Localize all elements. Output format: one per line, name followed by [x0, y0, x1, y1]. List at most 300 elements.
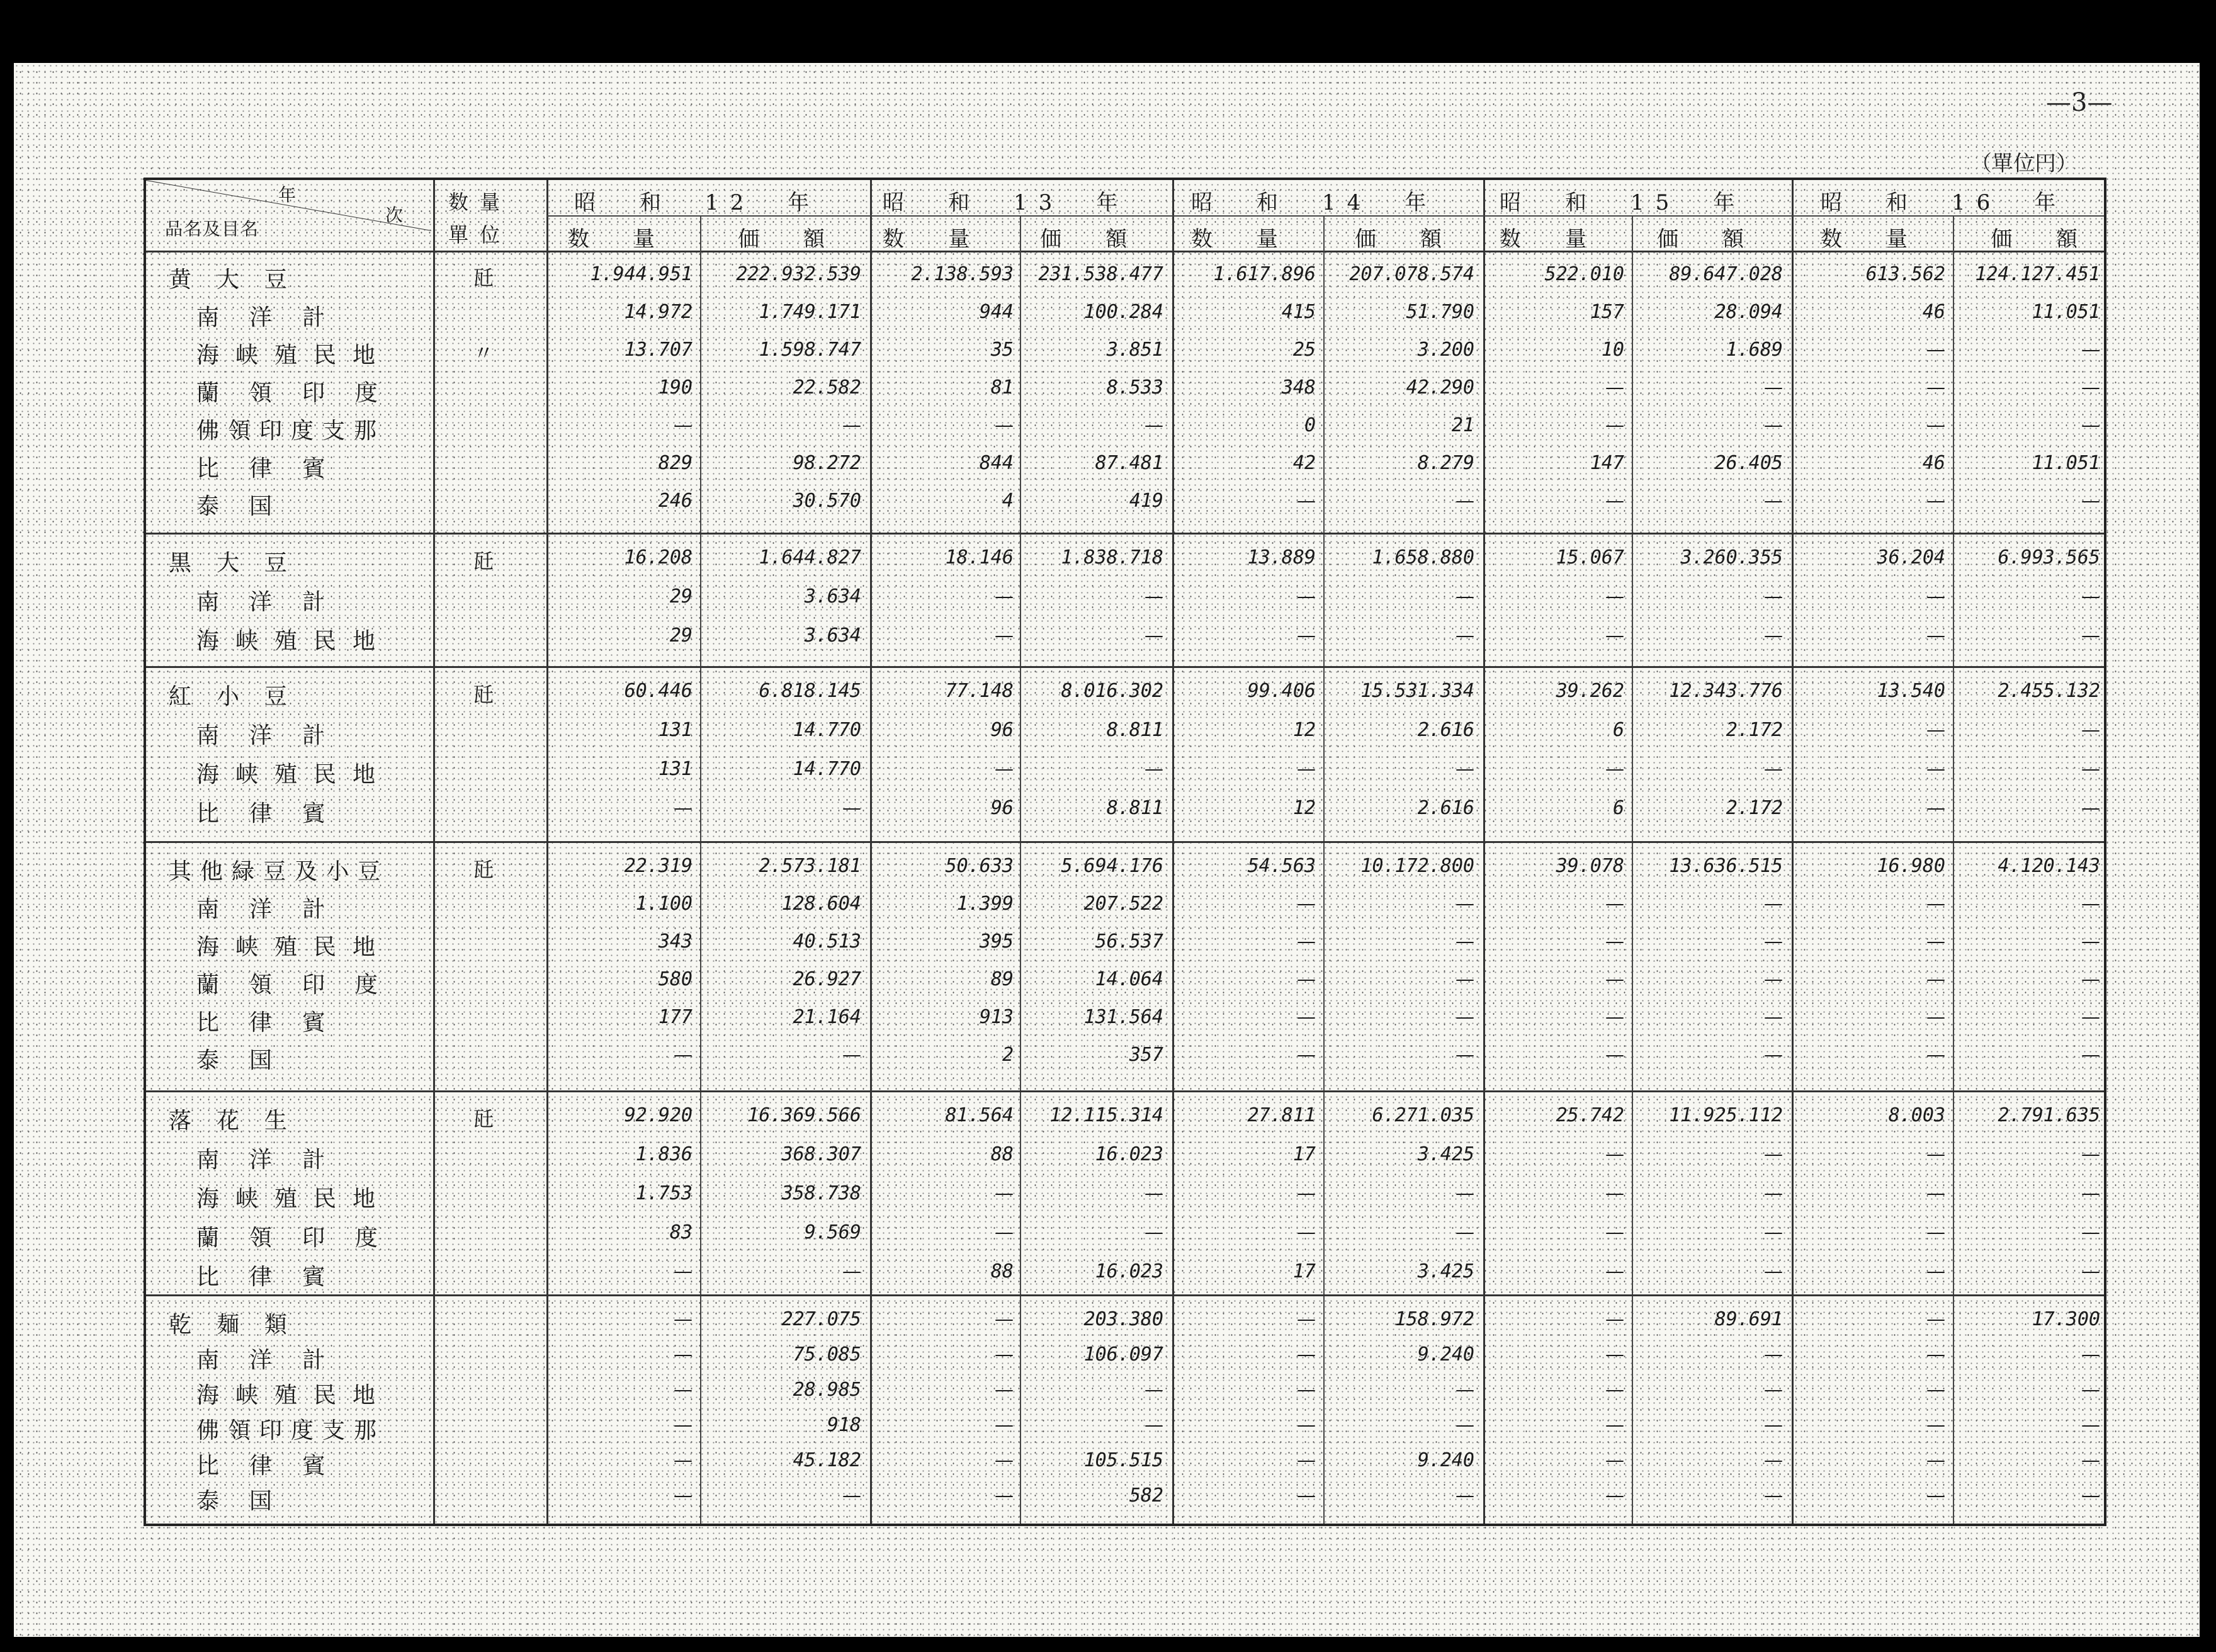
value-cell: — [1764, 758, 1783, 780]
value-cell: — [2081, 625, 2100, 647]
sub-header-val: 価 額 [738, 227, 836, 252]
qty-cell: — [1926, 931, 1945, 953]
sub-header-qty: 数 量 [883, 227, 981, 252]
qty-cell: 29 [669, 625, 692, 647]
qty-cell: 2.138.593 [911, 263, 1014, 285]
value-cell: 9.569 [804, 1221, 861, 1243]
value-cell: — [2081, 1006, 2100, 1028]
value-cell: — [2081, 1344, 2100, 1366]
value-cell: — [1764, 376, 1783, 399]
qty-cell: — [995, 414, 1014, 436]
qty-cell: 343 [658, 931, 692, 953]
col-rule [1792, 180, 1794, 1524]
qty-cell: — [674, 1344, 692, 1366]
qty-cell: — [1926, 719, 1945, 741]
unit-header-top: 数量 [448, 190, 512, 214]
qty-cell: 157 [1590, 301, 1624, 323]
sub-col-rule [1020, 215, 1021, 1524]
commodity-name: 黒大豆 [169, 550, 313, 576]
value-cell: — [2081, 414, 2100, 436]
destination-name: 海峡殖民地 [196, 762, 392, 788]
qty-cell: — [1297, 1044, 1316, 1066]
qty-cell: 83 [669, 1221, 692, 1243]
value-cell: — [1145, 1414, 1163, 1436]
value-cell: 13.636.515 [1669, 855, 1783, 877]
value-cell: — [1764, 893, 1783, 915]
qty-cell: 10 [1601, 339, 1624, 361]
destination-name: 南洋計 [196, 589, 356, 615]
qty-cell: — [1605, 1344, 1624, 1366]
value-cell: 11.051 [2032, 301, 2100, 323]
qty-cell: — [674, 1485, 692, 1507]
qty-cell: — [1297, 1006, 1316, 1028]
destination-name: 海峡殖民地 [196, 934, 392, 960]
value-cell: — [2081, 797, 2100, 819]
qty-cell: — [995, 586, 1014, 608]
qty-cell: 92.920 [624, 1104, 692, 1126]
qty-cell: 46 [1922, 301, 1945, 323]
value-cell: — [2081, 1260, 2100, 1282]
qty-cell: — [1297, 586, 1316, 608]
value-cell: — [1456, 1044, 1474, 1066]
value-cell: 131.564 [1083, 1006, 1163, 1028]
destination-name: 蘭領印度 [196, 380, 409, 406]
sub-header-val: 価 額 [1355, 227, 1453, 252]
qty-cell: — [674, 1308, 692, 1330]
unit-cell: 〃 [473, 341, 495, 365]
value-cell: 16.369.566 [747, 1104, 861, 1126]
qty-cell: — [1926, 1414, 1945, 1436]
qty-cell: — [674, 797, 692, 819]
value-cell: — [2081, 719, 2100, 741]
value-cell: — [1456, 1221, 1474, 1243]
qty-cell: 131 [658, 719, 692, 741]
value-cell: 14.064 [1095, 968, 1163, 990]
sub-header-qty: 数 量 [1500, 227, 1598, 252]
value-cell: 1.644.827 [759, 546, 861, 569]
destination-name: 南洋計 [196, 1347, 356, 1373]
qty-cell: — [1605, 758, 1624, 780]
value-cell: — [2081, 339, 2100, 361]
qty-cell: 1.100 [635, 893, 692, 915]
value-cell: 124.127.451 [1975, 263, 2100, 285]
destination-name: 海峡殖民地 [196, 342, 392, 368]
value-cell: — [1764, 968, 1783, 990]
corner-times-label: 次 [385, 205, 405, 225]
qty-cell: — [1605, 931, 1624, 953]
value-cell: 358.738 [781, 1182, 861, 1204]
destination-name: 比律賓 [196, 1010, 356, 1036]
value-cell: — [2081, 758, 2100, 780]
value-cell: 8.016.302 [1061, 680, 1163, 702]
value-cell: 582 [1129, 1485, 1163, 1507]
qty-cell: — [1297, 968, 1316, 990]
value-cell: — [1456, 490, 1474, 512]
qty-cell: — [995, 1182, 1014, 1204]
qty-cell: 29 [669, 586, 692, 608]
value-cell: — [1764, 625, 1783, 647]
sub-header-qty: 数 量 [1821, 227, 1919, 252]
qty-cell: 42 [1292, 452, 1316, 474]
value-cell: 100.284 [1083, 301, 1163, 323]
destination-name: 南洋計 [196, 305, 356, 331]
value-cell: 5.694.176 [1061, 855, 1163, 877]
value-cell: 3.851 [1106, 339, 1163, 361]
sub-col-rule [1632, 215, 1633, 1524]
value-cell: 3.260.355 [1680, 546, 1783, 569]
value-cell: — [1764, 1260, 1783, 1282]
qty-cell: 1.836 [635, 1143, 692, 1165]
value-cell: 106.097 [1083, 1344, 1163, 1366]
qty-cell: 27.811 [1247, 1104, 1316, 1126]
value-cell: — [1456, 586, 1474, 608]
value-cell: — [1145, 586, 1163, 608]
qty-cell: 6 [1612, 797, 1624, 819]
value-cell: — [1764, 1182, 1783, 1204]
value-cell: — [1764, 1221, 1783, 1243]
qty-cell: — [995, 1414, 1014, 1436]
qty-cell: — [995, 1379, 1014, 1401]
value-cell: — [2081, 1414, 2100, 1436]
value-cell: — [2081, 1143, 2100, 1165]
value-cell: 158.972 [1394, 1308, 1474, 1330]
qty-cell: — [1926, 1308, 1945, 1330]
qty-cell: — [1297, 758, 1316, 780]
commodity-name: 落花生 [169, 1108, 313, 1134]
qty-cell: 17 [1292, 1260, 1316, 1282]
destination-name: 佛領印度支那 [196, 418, 386, 444]
value-cell: 14.770 [793, 719, 861, 741]
qty-cell: — [1605, 1485, 1624, 1507]
qty-cell: — [1297, 1182, 1316, 1204]
value-cell: 1.598.747 [759, 339, 861, 361]
col-rule [870, 180, 872, 1524]
value-cell: 11.051 [2032, 452, 2100, 474]
value-cell: 2.616 [1417, 719, 1474, 741]
qty-cell: — [1926, 1044, 1945, 1066]
destination-name: 南洋計 [196, 897, 356, 922]
value-cell: — [1456, 1182, 1474, 1204]
value-cell: 1.658.880 [1372, 546, 1474, 569]
value-cell: — [1764, 931, 1783, 953]
value-cell: 222.932.539 [736, 263, 861, 285]
qty-cell: 25.742 [1556, 1104, 1624, 1126]
qty-cell: — [1297, 1414, 1316, 1436]
value-cell: — [1764, 1485, 1783, 1507]
qty-cell: 96 [990, 719, 1014, 741]
qty-cell: 177 [658, 1006, 692, 1028]
qty-cell: — [1297, 1379, 1316, 1401]
sub-header-qty: 数 量 [568, 227, 666, 252]
destination-name: 海峡殖民地 [196, 1186, 392, 1212]
qty-cell: 77.148 [945, 680, 1014, 702]
qty-cell: — [1605, 1414, 1624, 1436]
qty-cell: 13.707 [624, 339, 692, 361]
qty-cell: — [995, 1344, 1014, 1366]
qty-cell: — [995, 758, 1014, 780]
destination-name: 比律賓 [196, 1453, 356, 1479]
qty-cell: — [1605, 1449, 1624, 1471]
qty-cell: — [1926, 490, 1945, 512]
value-cell: 15.531.334 [1360, 680, 1474, 702]
value-cell: 98.272 [793, 452, 861, 474]
value-cell: 16.023 [1095, 1143, 1163, 1165]
page-number: —3— [2046, 88, 2113, 117]
destination-name: 比律賓 [196, 801, 356, 827]
unit-note: （單位円） [1970, 151, 2078, 176]
qty-cell: — [995, 1449, 1014, 1471]
value-cell: 3.425 [1417, 1143, 1474, 1165]
qty-cell: — [674, 1414, 692, 1436]
year-header-12: 昭 和 12 年 [574, 190, 821, 215]
value-cell: — [842, 414, 861, 436]
qty-cell: 18.146 [945, 546, 1014, 569]
qty-cell: 16.980 [1877, 855, 1945, 877]
qty-cell: 522.010 [1544, 263, 1624, 285]
qty-cell: — [1926, 1379, 1945, 1401]
sub-header-val: 価 額 [1991, 227, 2089, 252]
qty-cell: — [995, 625, 1014, 647]
value-cell: 2.573.181 [759, 855, 861, 877]
qty-cell: 81 [990, 376, 1014, 399]
qty-cell: 88 [990, 1143, 1014, 1165]
value-cell: 231.538.477 [1038, 263, 1163, 285]
commodity-name: 乾麺類 [169, 1312, 313, 1338]
qty-cell: 1.399 [956, 893, 1014, 915]
qty-cell: 613.562 [1865, 263, 1945, 285]
value-cell: — [1456, 1485, 1474, 1507]
destination-name: 海峡殖民地 [196, 1383, 392, 1408]
qty-cell: — [1297, 1308, 1316, 1330]
sub-header-qty: 数 量 [1191, 227, 1289, 252]
value-cell: 17.300 [2032, 1308, 2100, 1330]
qty-cell: — [1605, 625, 1624, 647]
value-cell: 8.811 [1106, 719, 1163, 741]
value-cell: 40.513 [793, 931, 861, 953]
qty-cell: 16.208 [624, 546, 692, 569]
qty-cell: — [1605, 1221, 1624, 1243]
qty-cell: 131 [658, 758, 692, 780]
value-cell: — [2081, 1221, 2100, 1243]
value-cell: — [842, 1485, 861, 1507]
value-cell: — [2081, 1182, 2100, 1204]
qty-cell: 17 [1292, 1143, 1316, 1165]
destination-name: 蘭領印度 [196, 972, 409, 998]
value-cell: 9.240 [1417, 1344, 1474, 1366]
sub-col-rule [1323, 215, 1325, 1524]
qty-cell: — [1297, 893, 1316, 915]
value-cell: 45.182 [793, 1449, 861, 1471]
qty-cell: 1.944.951 [590, 263, 692, 285]
value-cell: 3.425 [1417, 1260, 1474, 1282]
value-cell: 14.770 [793, 758, 861, 780]
qty-cell: — [1926, 797, 1945, 819]
qty-cell: 913 [979, 1006, 1014, 1028]
qty-cell: 88 [990, 1260, 1014, 1282]
value-cell: — [1764, 1006, 1783, 1028]
qty-cell: — [1605, 490, 1624, 512]
commodity-name: 紅小豆 [169, 684, 313, 710]
value-cell: 6.993.565 [1998, 546, 2100, 569]
qty-cell: — [1926, 758, 1945, 780]
year-header-16: 昭 和 16 年 [1821, 190, 2067, 215]
qty-cell: — [1926, 339, 1945, 361]
value-cell: — [1145, 1221, 1163, 1243]
qty-cell: 36.204 [1877, 546, 1945, 569]
value-cell: — [1456, 758, 1474, 780]
qty-cell: — [1926, 1344, 1945, 1366]
value-cell: — [842, 1260, 861, 1282]
qty-cell: 1.753 [635, 1182, 692, 1204]
sub-header-val: 価 額 [1657, 227, 1755, 252]
value-cell: — [1456, 931, 1474, 953]
qty-cell: — [1926, 1182, 1945, 1204]
qty-cell: 4 [1002, 490, 1014, 512]
qty-cell: — [1926, 968, 1945, 990]
sub-header-val: 価 額 [1040, 227, 1138, 252]
value-cell: 26.927 [793, 968, 861, 990]
value-cell: — [2081, 893, 2100, 915]
value-cell: 105.515 [1083, 1449, 1163, 1471]
value-cell: — [1764, 1379, 1783, 1401]
qty-cell: 39.262 [1556, 680, 1624, 702]
qty-cell: 35 [990, 339, 1014, 361]
group-rule [146, 1294, 2104, 1296]
unit-cell: 瓩 [473, 1107, 495, 1131]
value-cell: 6.818.145 [759, 680, 861, 702]
qty-cell: — [1297, 1344, 1316, 1366]
value-cell: 2.791.635 [1998, 1104, 2100, 1126]
value-cell: — [1456, 1006, 1474, 1028]
col-rule [433, 180, 435, 1524]
qty-cell: — [1926, 1260, 1945, 1282]
corner-year-label: 年 [278, 184, 298, 205]
group-rule [146, 1090, 2104, 1092]
qty-cell: — [1297, 625, 1316, 647]
value-cell: 89.647.028 [1669, 263, 1783, 285]
commodity-name: 其他緑豆及小豆 [169, 859, 390, 885]
value-cell: 918 [827, 1414, 861, 1436]
value-cell: 8.533 [1106, 376, 1163, 399]
value-cell: 419 [1129, 490, 1163, 512]
col-rule [1172, 180, 1174, 1524]
qty-cell: 395 [979, 931, 1014, 953]
value-cell: — [1764, 586, 1783, 608]
value-cell: 4.120.143 [1998, 855, 2100, 877]
qty-cell: — [1926, 1143, 1945, 1165]
qty-cell: — [1605, 586, 1624, 608]
value-cell: 2.455.132 [1998, 680, 2100, 702]
value-cell: 87.481 [1095, 452, 1163, 474]
qty-cell: — [995, 1221, 1014, 1243]
value-cell: — [1764, 1143, 1783, 1165]
qty-cell: — [1605, 1044, 1624, 1066]
value-cell: 12.115.314 [1049, 1104, 1163, 1126]
value-cell: 1.749.171 [759, 301, 861, 323]
value-cell: 203.380 [1083, 1308, 1163, 1330]
qty-cell: 1.617.896 [1213, 263, 1316, 285]
qty-cell: 844 [979, 452, 1014, 474]
value-cell: — [2081, 1485, 2100, 1507]
qty-cell: — [1926, 1006, 1945, 1028]
qty-cell: — [1605, 1379, 1624, 1401]
qty-cell: 89 [990, 968, 1014, 990]
value-cell: 28.094 [1714, 301, 1783, 323]
unit-cell: 瓩 [473, 857, 495, 881]
qty-cell: 25 [1292, 339, 1316, 361]
qty-cell: — [1605, 1006, 1624, 1028]
qty-cell: — [674, 1260, 692, 1282]
value-cell: — [1456, 968, 1474, 990]
year-header-15: 昭 和 15 年 [1500, 190, 1746, 215]
qty-cell: 39.078 [1556, 855, 1624, 877]
destination-name: 比律賓 [196, 1264, 356, 1290]
qty-cell: 0 [1304, 414, 1316, 436]
sub-col-rule [1953, 215, 1954, 1524]
value-cell: 51.790 [1406, 301, 1474, 323]
value-cell: 1.689 [1726, 339, 1783, 361]
value-cell: — [2081, 968, 2100, 990]
qty-cell: 22.319 [624, 855, 692, 877]
value-cell: — [2081, 1449, 2100, 1471]
qty-cell: 54.563 [1247, 855, 1316, 877]
value-cell: 11.925.112 [1669, 1104, 1783, 1126]
destination-name: 比律賓 [196, 456, 356, 482]
qty-cell: 944 [979, 301, 1014, 323]
qty-cell: 13.889 [1247, 546, 1316, 569]
group-rule [146, 533, 2104, 535]
qty-cell: — [1605, 414, 1624, 436]
value-cell: 56.537 [1095, 931, 1163, 953]
qty-cell: — [1297, 1449, 1316, 1471]
value-cell: — [1456, 625, 1474, 647]
value-cell: — [1145, 758, 1163, 780]
value-cell: 3.634 [804, 586, 861, 608]
value-cell: — [1764, 1044, 1783, 1066]
value-cell: 12.343.776 [1669, 680, 1783, 702]
value-cell: — [2081, 1379, 2100, 1401]
unit-cell: 瓩 [473, 266, 495, 290]
value-cell: — [1456, 1379, 1474, 1401]
value-cell: 42.290 [1406, 376, 1474, 399]
value-cell: — [2081, 931, 2100, 953]
value-cell: 357 [1129, 1044, 1163, 1066]
value-cell: 368.307 [781, 1143, 861, 1165]
qty-cell: — [1297, 1221, 1316, 1243]
value-cell: — [1764, 1344, 1783, 1366]
qty-cell: 246 [658, 490, 692, 512]
trade-table [144, 178, 2106, 1526]
value-cell: 30.570 [793, 490, 861, 512]
qty-cell: — [1926, 625, 1945, 647]
value-cell: 6.271.035 [1372, 1104, 1474, 1126]
qty-cell: 348 [1281, 376, 1316, 399]
qty-cell: — [995, 1308, 1014, 1330]
corner-item-label: 品名及目名 [165, 218, 260, 239]
value-cell: 28.985 [793, 1379, 861, 1401]
value-cell: 21.164 [793, 1006, 861, 1028]
qty-cell: — [1297, 1485, 1316, 1507]
value-cell: — [2081, 586, 2100, 608]
destination-name: 蘭領印度 [196, 1225, 409, 1251]
qty-cell: 99.406 [1247, 680, 1316, 702]
qty-cell: 147 [1590, 452, 1624, 474]
value-cell: — [1764, 490, 1783, 512]
unit-header-bottom: 單位 [448, 223, 512, 247]
qty-cell: — [1926, 1449, 1945, 1471]
sub-col-rule [700, 215, 701, 1524]
value-cell: — [842, 1044, 861, 1066]
